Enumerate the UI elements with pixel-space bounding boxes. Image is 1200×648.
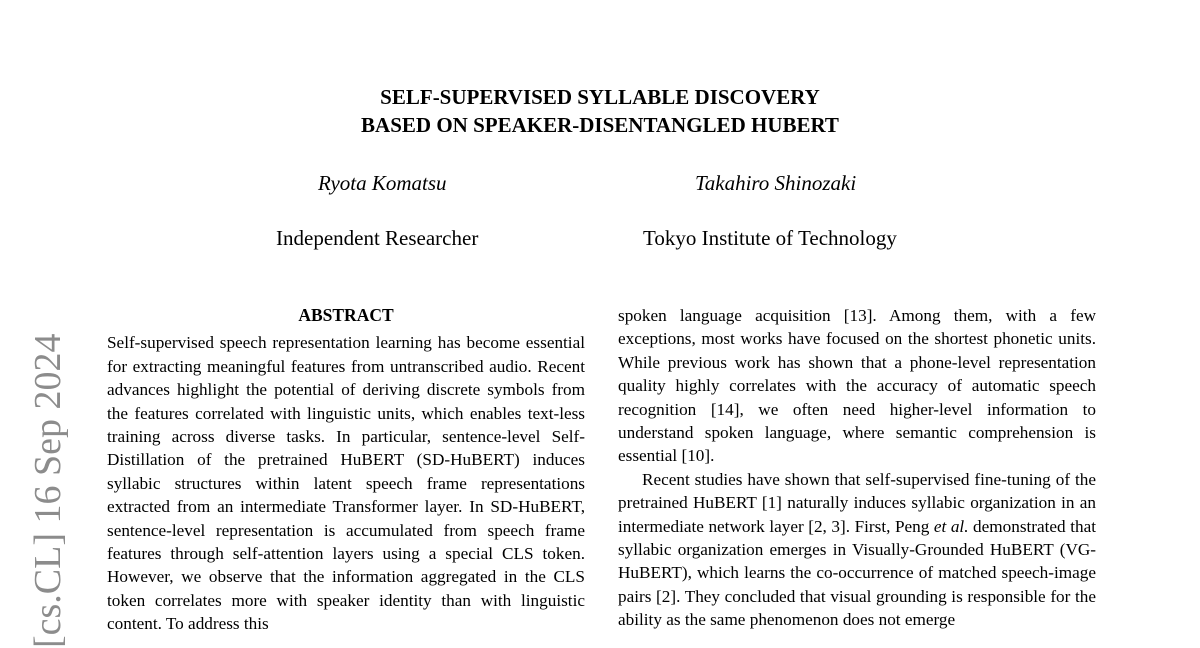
paper-title: [0, 83, 1200, 139]
arxiv-stamp: [cs.CL] 16 Sep 2024: [27, 333, 69, 648]
author-affiliation-2: Tokyo Institute of Technology: [643, 226, 897, 250]
intro-paragraph-2-italic: et al.: [933, 516, 969, 536]
intro-paragraph-2: [618, 468, 1096, 632]
intro-paragraph-2-part-1: Recent studies have shown that self-supervised fine-tuning of the pretrained HuBERT [1] naturally induces syllabic organization in an intermediate network layer [2, 3]. First, Peng: [618, 469, 1096, 536]
intro-paragraph-2-part-2: demonstrated that syllabic organization emerges in Visually-Grounded HuBERT (VG-HuBERT), which learns the co-occurrence of matched speech-image pairs [2]. They concluded that visual grounding is responsible for the ability as the same phenomenon does not emerge: [618, 516, 1096, 630]
title-line-1: SELF-SUPERVISED SYLLABLE DISCOVERY: [380, 85, 820, 109]
author-affiliation-1: Independent Researcher: [276, 226, 479, 250]
author-name-2: Takahiro Shinozaki: [695, 171, 857, 195]
abstract-text: Self-supervised speech representation learning has become essential for extracting meaningful features from untranscribed audio. Recent advances highlight the potential of deriving discrete symbols from the features correlated with linguistic units, which enables text-less training across diverse tasks. In particular, sentence-level Self-Distillation of the pretrained HuBERT (SD-HuBERT) induces syllabic structures within latent speech frame representations extracted from an intermediate Transformer layer. In SD-HuBERT, sentence-level representation is accumulated from speech frame features through self-attention layers using a special CLS token. However, we observe that the information aggregated in the CLS token correlates more with speaker identity than with linguistic content. To address this: [107, 333, 585, 634]
intro-section: [618, 304, 1096, 632]
intro-paragraph-1: spoken language acquisition [13]. Among them, with a few exceptions, most works have focused on the shortest phonetic units. While previous work has shown that a phone-level representation quality highly correlates with the accuracy of automatic speech recognition [14], we often need higher-level information to understand spoken language, where semantic comprehension is essential [10].: [618, 306, 1096, 466]
title-line-2: BASED ON SPEAKER-DISENTANGLED HUBERT: [361, 113, 839, 137]
abstract-heading: ABSTRACT: [298, 305, 394, 325]
abstract-section: [107, 304, 585, 636]
author-name-1: Ryota Komatsu: [318, 171, 447, 195]
